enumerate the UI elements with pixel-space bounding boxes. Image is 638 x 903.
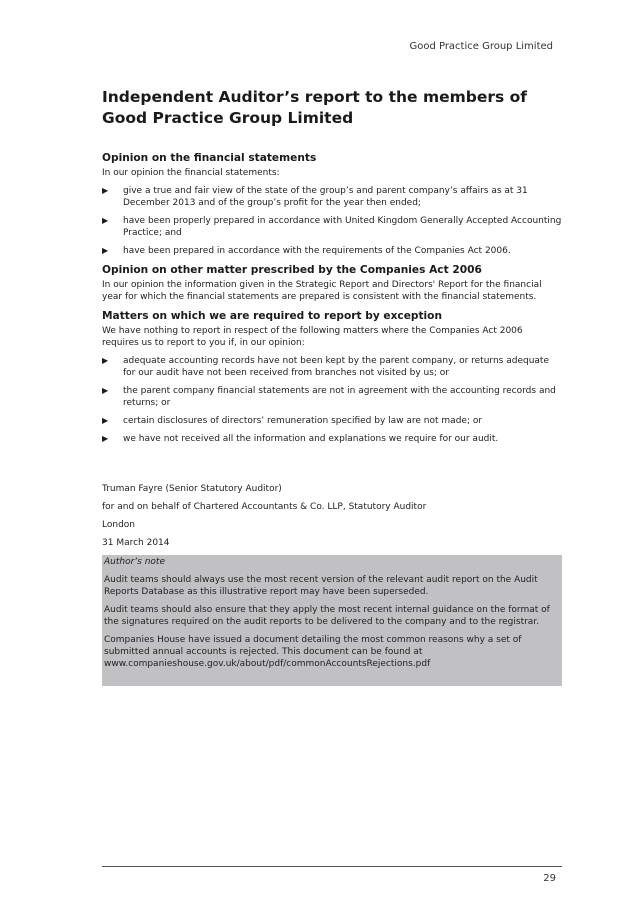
section-intro: In our opinion the information given in the Strategic Report and Directors' Report for the financial year for which the financial statements are prepared is consistent with the financial statements.: [102, 280, 542, 302]
list-item-text: give a true and fair view of the state of the group’s and parent company’s affairs as at 31 December 2013 and of the group’s profit for the year then ended;: [123, 186, 528, 208]
section-matters-by-exception: [102, 309, 562, 445]
triangle-bullet-icon: ▶: [102, 434, 109, 443]
list-item: [102, 245, 562, 257]
triangle-bullet-icon: ▶: [102, 216, 109, 225]
bullet-list: [102, 355, 562, 445]
list-item: [102, 385, 562, 409]
section-opinion-financial-statements: [102, 151, 562, 257]
section-heading: Matters on which we are required to report by exception: [102, 310, 442, 322]
triangle-bullet-icon: ▶: [102, 186, 109, 195]
signing-date: 31 March 2014: [102, 538, 170, 548]
triangle-bullet-icon: ▶: [102, 356, 109, 365]
footer-divider: [102, 866, 562, 867]
list-item-text: we have not received all the information and explanations we require for our audit.: [123, 434, 499, 444]
section-other-matter: [102, 263, 562, 303]
list-item: [102, 185, 562, 209]
section-heading: Opinion on the financial statements: [102, 152, 317, 164]
bullet-list: [102, 185, 562, 257]
list-item: [102, 433, 562, 445]
list-item-text: adequate accounting records have not been kept by the parent company, or returns adequate for our audit have not been received from branches not visited by us; or: [123, 356, 549, 378]
note-paragraph: Audit teams should also ensure that they apply the most recent internal guidance on the format of the signatures required on the audit reports to be delivered to the company and to the registrar.: [104, 605, 550, 627]
note-paragraph: Audit teams should always use the most recent version of the relevant audit report on the Audit Reports Database as this illustrative report may have been superseded.: [104, 575, 538, 597]
triangle-bullet-icon: ▶: [102, 386, 109, 395]
list-item-text: have been properly prepared in accordance with United Kingdom Generally Accepted Accounting Practice; and: [123, 216, 562, 238]
signature-block: [102, 483, 562, 549]
note-paragraph: Companies House have issued a document detailing the most common reasons why a set of submitted annual accounts is rejected. This document can be found at www.companieshouse.gov.uk/about/pdf/commonAccountsRejections.pdf: [104, 635, 522, 669]
authors-note-box: [102, 555, 562, 686]
section-heading: Opinion on other matter prescribed by the Companies Act 2006: [102, 264, 482, 276]
list-item-text: the parent company financial statements are not in agreement with the accounting records and returns; or: [123, 386, 556, 408]
on-behalf-line: for and on behalf of Chartered Accountants & Co. LLP, Statutory Auditor: [102, 502, 427, 512]
section-intro: We have nothing to report in respect of the following matters where the Companies Act 2006 requires us to report to you if, in our opinion:: [102, 326, 523, 348]
report-content: [102, 87, 562, 686]
triangle-bullet-icon: ▶: [102, 416, 109, 425]
section-intro: In our opinion the financial statements:: [102, 168, 280, 178]
page-number: 29: [543, 873, 556, 884]
list-item: [102, 215, 562, 239]
list-item-text: certain disclosures of directors’ remuneration specified by law are not made; or: [123, 416, 483, 426]
running-header: Good Practice Group Limited: [409, 41, 553, 52]
note-heading: Author’s note: [104, 557, 165, 567]
list-item: [102, 415, 562, 427]
signing-location: London: [102, 520, 135, 530]
auditor-name: Truman Fayre (Senior Statutory Auditor): [102, 484, 282, 494]
triangle-bullet-icon: ▶: [102, 246, 109, 255]
page-title: Independent Auditor’s report to the members of Good Practice Group Limited: [102, 88, 528, 127]
list-item: [102, 355, 562, 379]
list-item-text: have been prepared in accordance with the requirements of the Companies Act 2006.: [123, 246, 511, 256]
